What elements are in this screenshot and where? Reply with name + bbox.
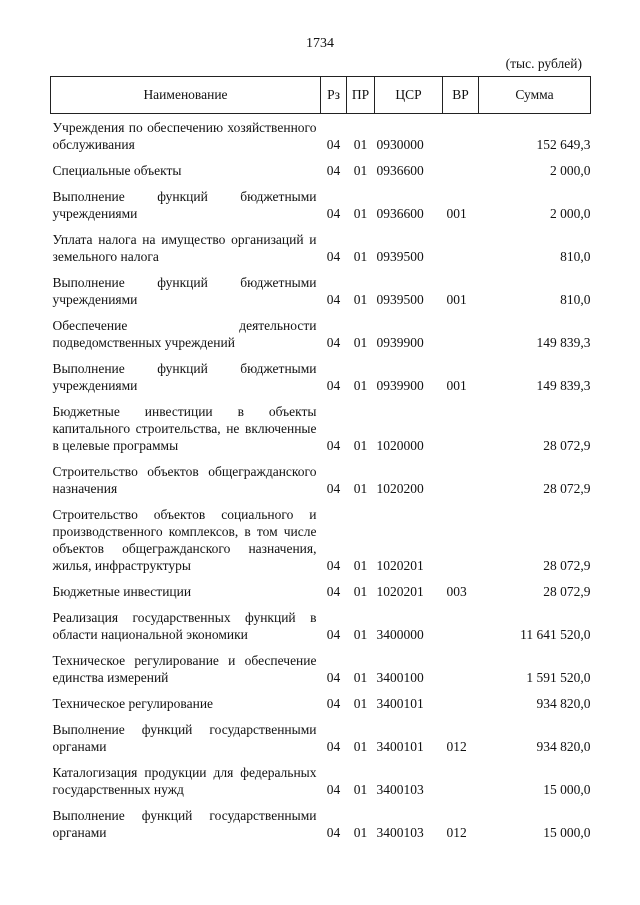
header-rz: Рз (321, 77, 347, 114)
cell-sum: 149 839,3 (536, 335, 591, 350)
table-row (51, 802, 591, 845)
cell-rz: 04 (326, 292, 341, 307)
cell-name: Выполнение функций бюджетными учреждениями (52, 361, 317, 393)
cell-sum: 28 072,9 (543, 438, 591, 453)
cell-sum: 152 649,3 (536, 137, 591, 152)
cell-rz: 04 (326, 378, 341, 393)
cell-vr (443, 157, 479, 183)
cell-csr: 3400101 (376, 739, 424, 754)
cell-sum: 2 000,0 (550, 163, 591, 178)
cell-vr (443, 458, 479, 501)
header-csr: ЦСР (375, 77, 443, 114)
header-row (51, 77, 591, 114)
cell-csr: 1020201 (376, 558, 424, 573)
cell-rz: 04 (326, 438, 341, 453)
table-row (51, 647, 591, 690)
cell-pr: 01 (353, 206, 368, 221)
table-row (51, 690, 591, 716)
cell-pr: 01 (353, 825, 368, 840)
cell-vr (443, 690, 479, 716)
cell-csr: 1020000 (376, 438, 424, 453)
cell-name: Строительство объектов общегражданского назначения (52, 464, 317, 496)
cell-name: Выполнение функций бюджетными учреждениями (52, 275, 317, 307)
cell-vr (443, 647, 479, 690)
cell-pr: 01 (353, 627, 368, 642)
cell-sum: 934 820,0 (536, 696, 591, 711)
cell-vr: 003 (446, 584, 467, 599)
cell-name: Каталогизация продукции для федеральных государственных нужд (52, 765, 317, 797)
table-row (51, 604, 591, 647)
cell-sum: 810,0 (560, 292, 591, 307)
table-row (51, 312, 591, 355)
cell-csr: 1020201 (376, 584, 424, 599)
cell-csr: 3400100 (376, 670, 424, 685)
cell-name: Учреждения по обеспечению хозяйственного обслуживания (52, 120, 317, 152)
cell-csr: 0939900 (376, 378, 424, 393)
cell-name: Выполнение функций государственными органами (52, 808, 317, 840)
cell-sum: 810,0 (560, 249, 591, 264)
cell-csr: 3400103 (376, 825, 424, 840)
cell-csr: 3400000 (376, 627, 424, 642)
table-row (51, 759, 591, 802)
budget-table (50, 76, 591, 845)
cell-pr: 01 (353, 739, 368, 754)
cell-sum: 28 072,9 (543, 481, 591, 496)
cell-csr: 0936600 (376, 206, 424, 221)
cell-vr: 012 (446, 825, 467, 840)
cell-rz: 04 (326, 481, 341, 496)
cell-rz: 04 (326, 739, 341, 754)
cell-vr: 001 (446, 292, 467, 307)
cell-sum: 28 072,9 (543, 558, 591, 573)
cell-rz: 04 (326, 670, 341, 685)
cell-rz: 04 (326, 627, 341, 642)
cell-csr: 0930000 (376, 137, 424, 152)
cell-vr (443, 226, 479, 269)
cell-pr: 01 (353, 292, 368, 307)
table-row (51, 716, 591, 759)
cell-sum: 15 000,0 (543, 782, 591, 797)
cell-rz: 04 (326, 163, 341, 178)
cell-vr: 001 (446, 206, 467, 221)
cell-vr (443, 312, 479, 355)
cell-pr: 01 (353, 163, 368, 178)
cell-sum: 11 641 520,0 (520, 627, 591, 642)
cell-vr (443, 501, 479, 578)
cell-rz: 04 (326, 137, 341, 152)
cell-rz: 04 (326, 825, 341, 840)
cell-vr (443, 759, 479, 802)
cell-csr: 0939900 (376, 335, 424, 350)
cell-rz: 04 (326, 249, 341, 264)
table-row (51, 226, 591, 269)
cell-pr: 01 (353, 782, 368, 797)
cell-pr: 01 (353, 481, 368, 496)
table-row (51, 458, 591, 501)
table-row (51, 114, 591, 158)
table-row (51, 269, 591, 312)
cell-name: Техническое регулирование и обеспечение единства измерений (52, 653, 317, 685)
cell-rz: 04 (326, 696, 341, 711)
table-row (51, 501, 591, 578)
cell-name: Бюджетные инвестиции (52, 584, 192, 599)
cell-csr: 0939500 (376, 292, 424, 307)
cell-sum: 28 072,9 (543, 584, 591, 599)
table-row (51, 355, 591, 398)
header-sum: Сумма (479, 77, 591, 114)
cell-name: Обеспечение деятельности подведомственных учреждений (52, 318, 317, 350)
header-name: Наименование (51, 77, 321, 114)
units-label: (тыс. рублей) (505, 56, 582, 71)
cell-vr (443, 604, 479, 647)
table-row (51, 398, 591, 458)
cell-name: Выполнение функций государственными органами (52, 722, 317, 754)
cell-csr: 0939500 (376, 249, 424, 264)
cell-sum: 149 839,3 (536, 378, 591, 393)
page-number: 1734 (306, 36, 334, 51)
cell-name: Выполнение функций бюджетными учреждениями (52, 189, 317, 221)
cell-name: Строительство объектов социального и производственного комплексов, в том числе объектов общегражданского назначения, жилья, инфраструктуры (52, 507, 317, 573)
cell-rz: 04 (326, 584, 341, 599)
cell-name: Специальные объекты (52, 163, 182, 178)
cell-rz: 04 (326, 206, 341, 221)
table-row (51, 578, 591, 604)
cell-pr: 01 (353, 137, 368, 152)
cell-csr: 1020200 (376, 481, 424, 496)
cell-pr: 01 (353, 438, 368, 453)
table-body (51, 114, 591, 846)
cell-pr: 01 (353, 249, 368, 264)
cell-vr (443, 398, 479, 458)
cell-rz: 04 (326, 335, 341, 350)
cell-name: Уплата налога на имущество организаций и земельного налога (52, 232, 317, 264)
header-vr: ВР (443, 77, 479, 114)
cell-pr: 01 (353, 670, 368, 685)
cell-pr: 01 (353, 696, 368, 711)
cell-csr: 0936600 (376, 163, 424, 178)
cell-name: Реализация государственных функций в области национальной экономики (52, 610, 317, 642)
cell-vr: 012 (446, 739, 467, 754)
cell-csr: 3400101 (376, 696, 424, 711)
cell-csr: 3400103 (376, 782, 424, 797)
cell-pr: 01 (353, 584, 368, 599)
header-pr: ПР (347, 77, 375, 114)
cell-vr: 001 (446, 378, 467, 393)
cell-pr: 01 (353, 378, 368, 393)
cell-sum: 15 000,0 (543, 825, 591, 840)
table-row (51, 157, 591, 183)
cell-sum: 2 000,0 (550, 206, 591, 221)
cell-name: Бюджетные инвестиции в объекты капитального строительства, не включенные в целевые программы (52, 404, 317, 453)
table-row (51, 183, 591, 226)
cell-rz: 04 (326, 558, 341, 573)
cell-sum: 1 591 520,0 (526, 670, 591, 685)
cell-sum: 934 820,0 (536, 739, 591, 754)
cell-pr: 01 (353, 335, 368, 350)
cell-vr (443, 114, 479, 158)
cell-name: Техническое регулирование (52, 696, 214, 711)
cell-rz: 04 (326, 782, 341, 797)
cell-pr: 01 (353, 558, 368, 573)
